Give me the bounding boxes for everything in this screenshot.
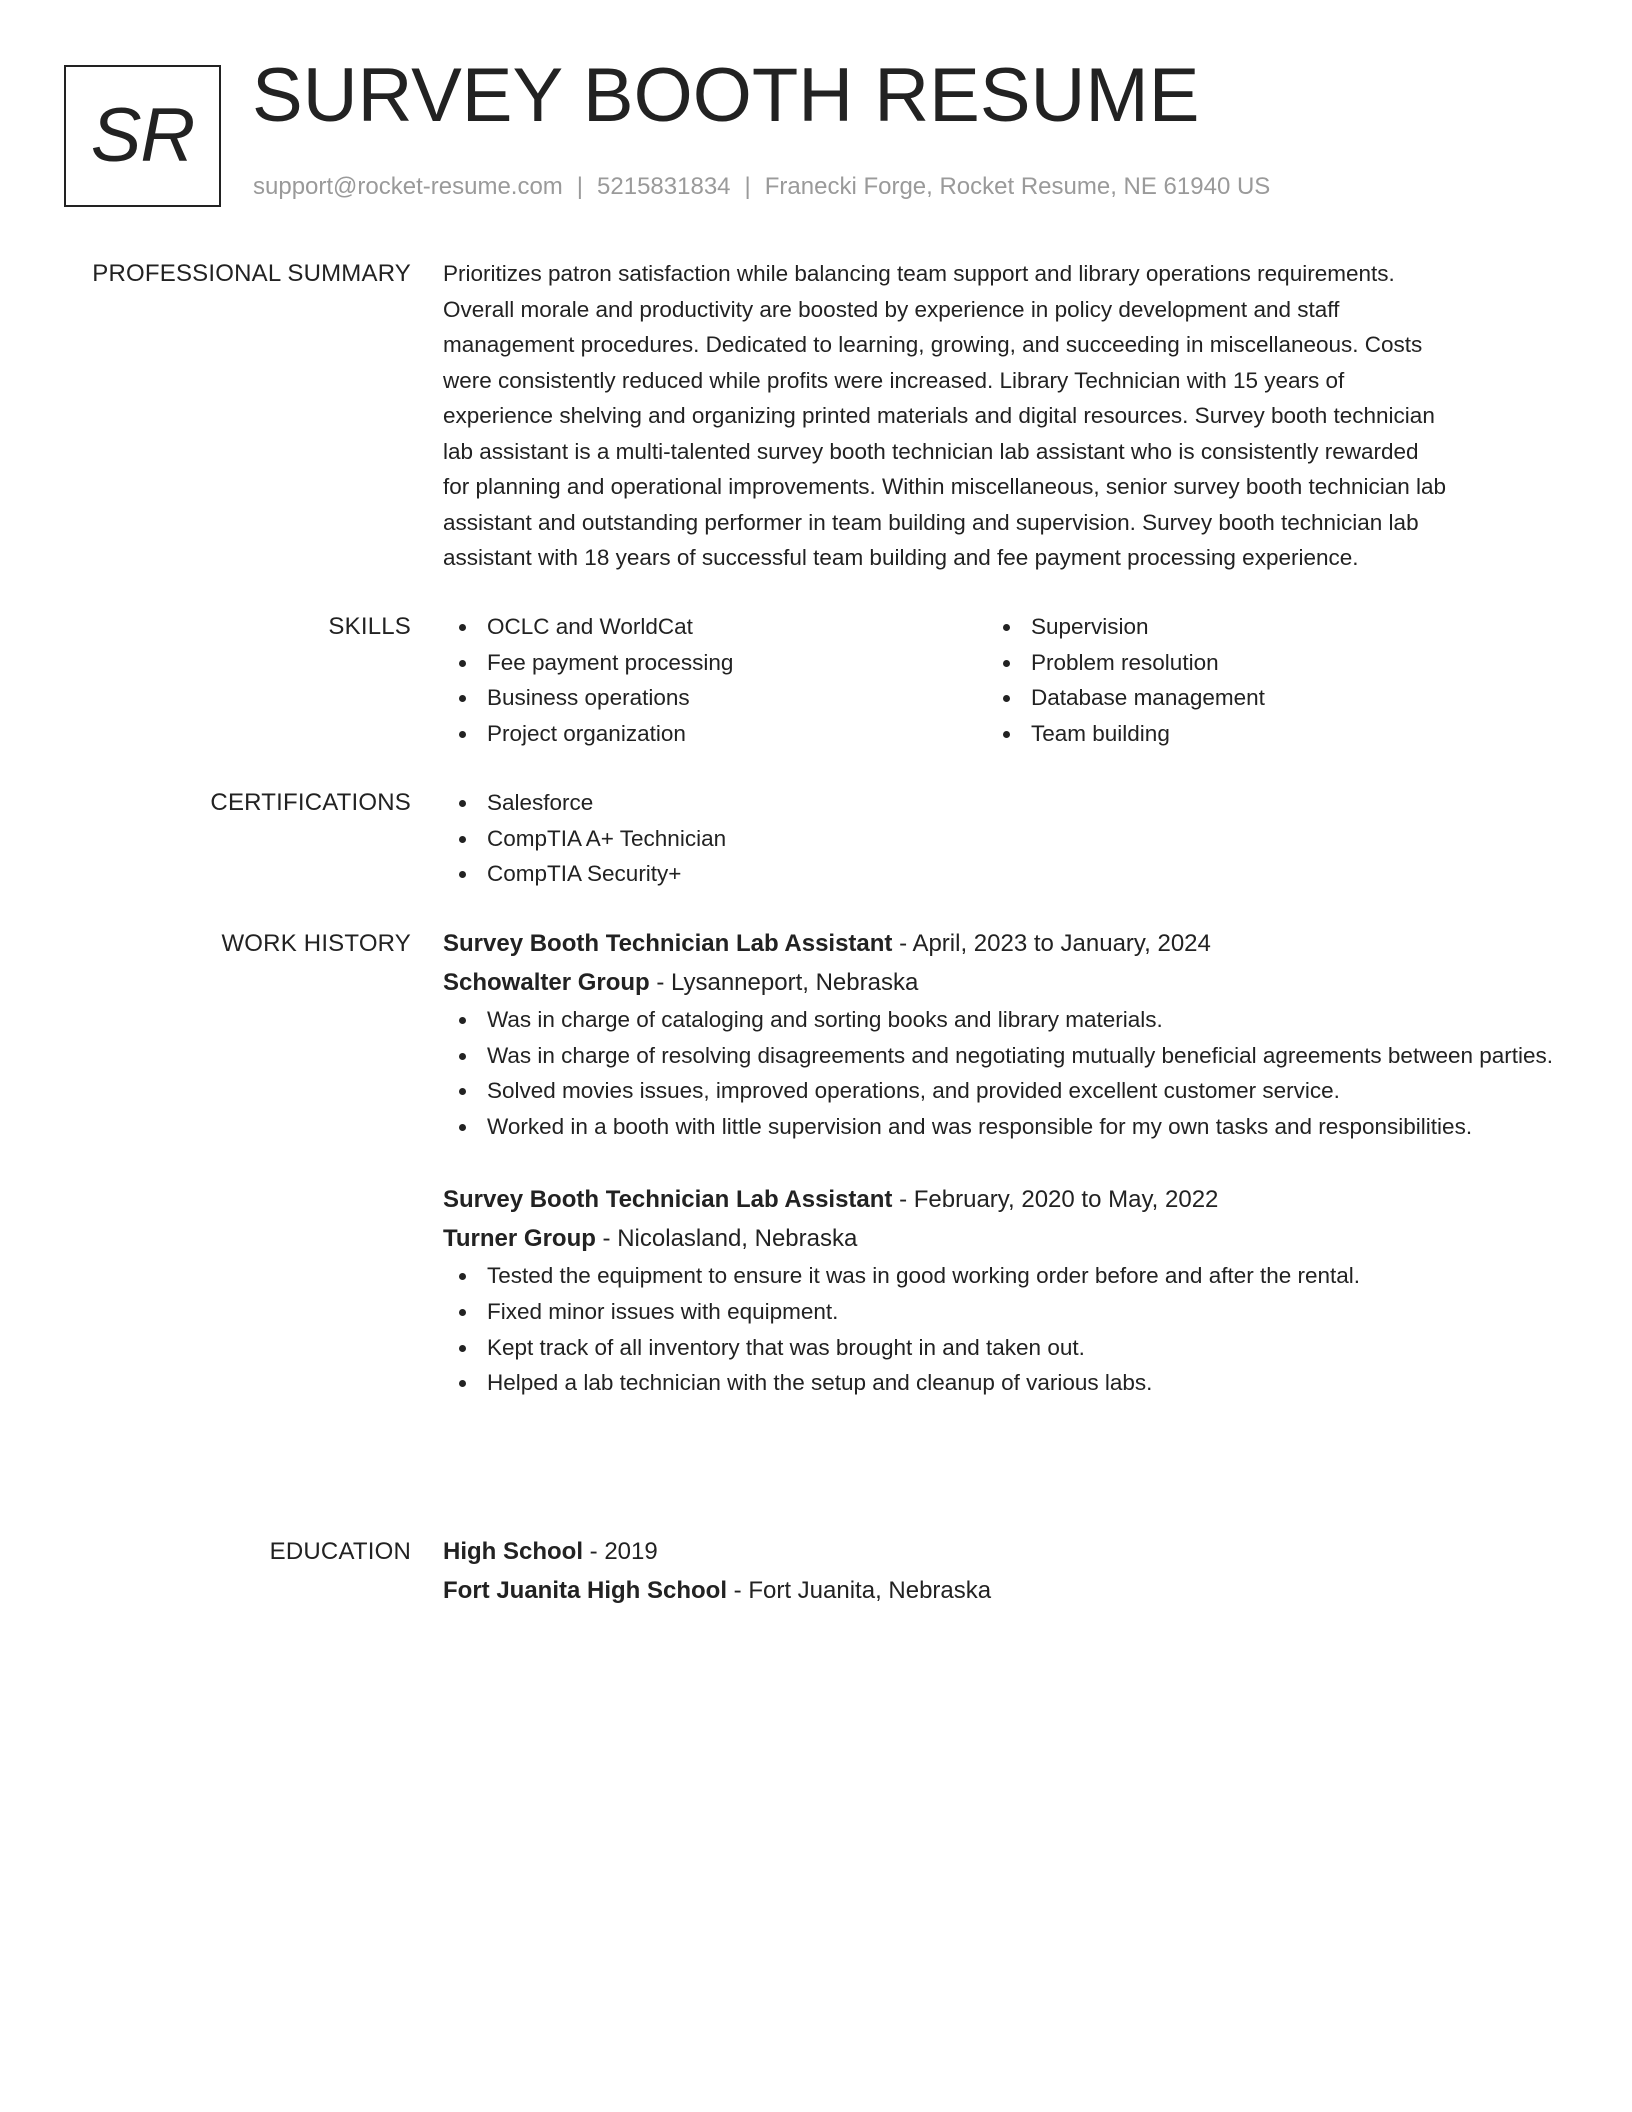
contact-line bbox=[253, 175, 1270, 199]
contact-separator: | bbox=[576, 173, 584, 200]
job-entry bbox=[443, 924, 1555, 1144]
skill-item: Project organization bbox=[443, 716, 987, 752]
job-duty-item: Was in charge of resolving disagreements and negotiating mutually beneficial agreements between parties. bbox=[443, 1038, 1555, 1074]
job-dates: - February, 2020 to May, 2022 bbox=[892, 1186, 1219, 1214]
summary-line: were consistently reduced while profits were increased. Library Technician with 15 years of bbox=[443, 367, 1345, 393]
certification-item: CompTIA Security+ bbox=[443, 856, 1555, 892]
skill-item: Team building bbox=[987, 716, 1531, 752]
contact-phone: 5215831834 bbox=[597, 173, 731, 200]
contact-address: Franecki Forge, Rocket Resume, NE 61940 US bbox=[764, 173, 1271, 200]
summary-body bbox=[443, 256, 1555, 576]
education-year: - 2019 bbox=[583, 1538, 658, 1565]
skill-item: Business operations bbox=[443, 680, 987, 716]
job-duty-item: Helped a lab technician with the setup and cleanup of various labs. bbox=[443, 1365, 1555, 1401]
section-title-skills: SKILLS bbox=[328, 613, 411, 640]
skills-body bbox=[443, 609, 1555, 751]
summary-line: experience shelving and organizing printed materials and digital resources. Survey booth technician bbox=[443, 403, 1435, 428]
skills-list-right bbox=[987, 609, 1531, 751]
job-company: Turner Group bbox=[443, 1225, 596, 1253]
job-duty-item: Solved movies issues, improved operations, and provided excellent customer service. bbox=[443, 1073, 1555, 1109]
job-duty-item: Tested the equipment to ensure it was in good working order before and after the rental. bbox=[443, 1258, 1555, 1294]
job-duties-list bbox=[443, 1258, 1555, 1400]
job-title-line bbox=[443, 924, 1555, 963]
education-school-line bbox=[443, 1571, 1555, 1610]
job-company-line bbox=[443, 963, 1555, 1002]
summary-line: management procedures. Dedicated to learning, growing, and succeeding in miscellaneous. Costs bbox=[443, 332, 1423, 357]
summary-line: lab assistant is a multi-talented survey booth technician lab assistant who is consistently rewarded bbox=[443, 438, 1419, 464]
education-degree: High School bbox=[443, 1538, 583, 1565]
summary-line: for planning and operational improvements. Within miscellaneous, senior survey booth technician lab bbox=[443, 474, 1447, 499]
job-duty-item: Was in charge of cataloging and sorting books and library materials. bbox=[443, 1002, 1555, 1038]
section-title-work-history: WORK HISTORY bbox=[221, 930, 411, 957]
summary-line: Prioritizes patron satisfaction while balancing team support and library operations requirements. bbox=[443, 261, 1395, 286]
job-company-line bbox=[443, 1219, 1555, 1258]
job-duty-item: Kept track of all inventory that was brought in and taken out. bbox=[443, 1330, 1555, 1366]
job-duty-item: Worked in a booth with little supervision and was responsible for my own tasks and responsibilities. bbox=[443, 1109, 1555, 1145]
job-entry bbox=[443, 1180, 1555, 1400]
monogram-initials: SR bbox=[90, 93, 195, 178]
job-role: Survey Booth Technician Lab Assistant bbox=[443, 930, 893, 957]
monogram-badge bbox=[64, 65, 221, 207]
job-location: - Lysanneport, Nebraska bbox=[649, 969, 919, 996]
certification-item: CompTIA A+ Technician bbox=[443, 821, 1555, 857]
job-location: - Nicolasland, Nebraska bbox=[595, 1225, 858, 1253]
summary-line: Overall morale and productivity are boosted by experience in policy development and staff bbox=[443, 296, 1340, 322]
resume-name: SURVEY BOOTH RESUME bbox=[252, 53, 1200, 138]
certifications-body bbox=[443, 785, 1555, 892]
section-title-education: EDUCATION bbox=[269, 1538, 411, 1565]
job-duties-list bbox=[443, 1002, 1555, 1144]
education-location: - Fort Juanita, Nebraska bbox=[727, 1577, 992, 1604]
work-history-body bbox=[443, 924, 1555, 1401]
certification-item: Salesforce bbox=[443, 785, 1555, 821]
skill-item: Supervision bbox=[987, 609, 1531, 645]
skill-item: OCLC and WorldCat bbox=[443, 609, 987, 645]
summary-line: assistant and outstanding performer in team building and supervision. Survey booth technician lab bbox=[443, 509, 1419, 535]
section-title-summary: PROFESSIONAL SUMMARY bbox=[92, 260, 411, 287]
job-title-line bbox=[443, 1180, 1555, 1219]
skill-item: Fee payment processing bbox=[443, 645, 987, 681]
skill-item: Database management bbox=[987, 680, 1531, 716]
skills-list-left bbox=[443, 609, 987, 751]
skill-item: Problem resolution bbox=[987, 645, 1531, 681]
section-title-certifications: CERTIFICATIONS bbox=[210, 789, 411, 816]
contact-separator: | bbox=[744, 173, 751, 200]
education-body bbox=[443, 1532, 1555, 1610]
summary-line: assistant with 18 years of successful team building and fee payment processing experience. bbox=[443, 545, 1359, 570]
certifications-list bbox=[443, 785, 1555, 892]
skills-grid bbox=[443, 609, 1555, 751]
education-degree-line bbox=[443, 1532, 1555, 1571]
contact-email: support@rocket-resume.com bbox=[253, 173, 563, 200]
job-duty-item: Fixed minor issues with equipment. bbox=[443, 1294, 1555, 1330]
job-role: Survey Booth Technician Lab Assistant bbox=[443, 1186, 893, 1214]
job-dates: - April, 2023 to January, 2024 bbox=[892, 930, 1211, 957]
job-company: Schowalter Group bbox=[443, 969, 650, 996]
education-school: Fort Juanita High School bbox=[443, 1577, 728, 1604]
